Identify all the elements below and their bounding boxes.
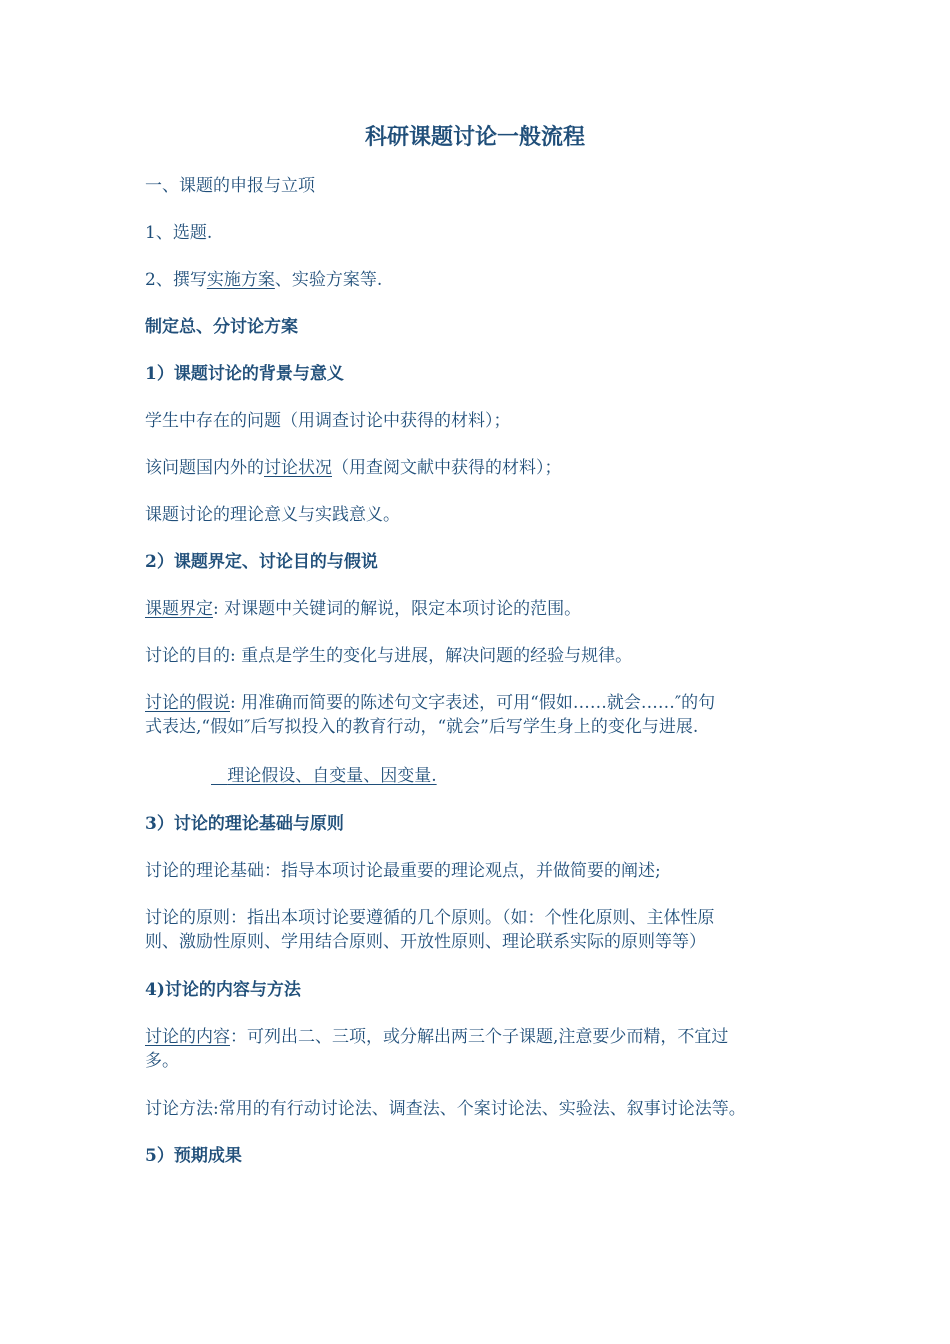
paragraph-methods: 讨论方法:常用的有行动讨论法、调查法、个案讨论法、实验法、叙事讨论法等。: [145, 1099, 746, 1119]
underlined-term-link[interactable]: 讨论的假说: [145, 693, 230, 713]
text-suffix: : 对课题中关键词的解说，限定本项讨论的范围。: [213, 599, 582, 619]
text-prefix: 2、撰写: [145, 270, 207, 290]
underlined-text: [211, 766, 437, 786]
paragraph-research-purpose: 讨论的目的: 重点是学生的变化与进展，解决问题的经验与规律。: [145, 646, 633, 666]
underlined-term-link[interactable]: 讨论的内容: [145, 1027, 230, 1047]
text-suffix: （用查阅文献中获得的材料）；: [332, 458, 562, 478]
text-suffix: 、实验方案等.: [274, 270, 383, 290]
paragraph-theoretical-basis: 讨论的理论基础：指导本项讨论最重要的理论观点，并做简要的阐述;: [145, 861, 661, 881]
list-item-select-topic: 1、选题.: [145, 223, 213, 243]
paragraph-hypothesis-line1: [145, 691, 825, 715]
variables-text: 理论假设、自变量、因变量.: [227, 766, 437, 786]
paragraph-significance: 课题讨论的理论意义与实践意义。: [145, 505, 400, 525]
document-title: 科研课题讨论一般流程: [364, 124, 585, 150]
subheading-background: 1）课题讨论的背景与意义: [145, 364, 344, 384]
underlined-term-link[interactable]: 课题界定: [145, 599, 213, 619]
text-suffix: : 用准确而简要的陈述句文字表述，可用“假如……就会……″的句: [230, 693, 716, 713]
underlined-term-link[interactable]: 讨论状况: [264, 458, 332, 478]
section-heading: 一、课题的申报与立项: [145, 176, 315, 196]
underlined-variables-line: [211, 764, 891, 788]
paragraph-research-status: [145, 456, 825, 480]
text-suffix: ：可列出二、三项，或分解出两三个子课题,注意要少而精，不宜过: [230, 1027, 729, 1047]
subheading-theory: 3）讨论的理论基础与原则: [145, 814, 344, 834]
paragraph-content-line2: 多。: [145, 1051, 179, 1071]
subheading-definition: 2）课题界定、讨论目的与假说: [145, 552, 378, 572]
subheading-expected-results: 5）预期成果: [145, 1146, 242, 1166]
list-item-write-plan: [145, 268, 825, 292]
paragraph-content-line1: [145, 1025, 825, 1049]
plan-heading: 制定总、分讨论方案: [145, 317, 298, 337]
paragraph-principles-line2: 则、激励性原则、学用结合原则、开放性原则、理论联系实际的原则等等）: [145, 932, 706, 952]
paragraph-topic-definition: [145, 597, 825, 621]
paragraph-hypothesis-line2: 式表达,“假如″后写拟投入的教育行动，“就会”后写学生身上的变化与进展.: [145, 717, 699, 737]
underlined-term-link[interactable]: 实施方案: [206, 270, 275, 290]
paragraph-student-problems: 学生中存在的问题（用调查讨论中获得的材料）；: [145, 411, 511, 431]
subheading-content-methods: 4)讨论的内容与方法: [145, 980, 301, 1000]
text-prefix: 该问题国内外的: [145, 458, 264, 478]
paragraph-principles-line1: 讨论的原则：指出本项讨论要遵循的几个原则。（如：个性化原则、主体性原: [145, 908, 715, 928]
